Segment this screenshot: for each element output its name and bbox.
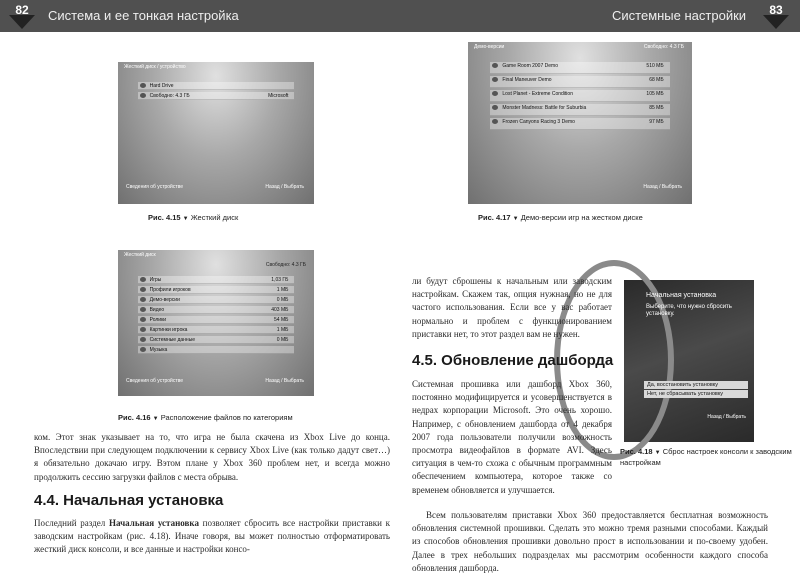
game-icon <box>492 77 498 82</box>
screen-footer-right: Назад / Выбрать <box>707 414 746 420</box>
list-item: Видео 403 МБ <box>138 306 295 314</box>
left-running-title: Система и ее тонкая настройка <box>48 8 239 23</box>
screen-title: Демо-версии <box>474 44 505 50</box>
list-item: Game Room 2007 Demo 510 МБ <box>490 62 669 74</box>
hard-drive-icon <box>140 93 146 98</box>
screen-footer-right: Назад / Выбрать <box>265 184 304 190</box>
arrow-down-icon: ▼ <box>654 450 661 456</box>
list-item: Картинки игрока 1 МБ <box>138 326 295 334</box>
list-item: Свободно: 4.3 ГБ Microsoft <box>138 92 295 100</box>
game-icon <box>492 91 498 96</box>
figure-caption: Рис. 4.18 ▼ Сброс настроек консоли к заводским настройкам <box>620 447 792 467</box>
screen-footer-right: Назад / Выбрать <box>643 184 682 190</box>
figure-4-15-screenshot <box>118 62 314 204</box>
game-icon <box>492 63 498 68</box>
figure-caption: Рис. 4.17 ▼ Демо-версии игр на жестком диске <box>478 213 643 222</box>
screen-title: Жесткий диск / устройство <box>124 64 186 70</box>
category-icon <box>140 307 146 312</box>
figure-caption: Рис. 4.16 ▼ Расположение файлов по категориям <box>118 413 293 422</box>
paragraph: Всем пользователям приставки Xbox 360 предоставляется бесплатная возможность обновления системной прошивки. Сделать это можно тремя разными способами. Каждый из способов обновления прошивки довольно прост в использовании и по-своему удобен. Далее в трех небольших подразделах мы рассмотрим особенности каждого способа обновления дашборда. <box>412 510 768 573</box>
hard-drive-icon <box>140 83 146 88</box>
arrow-down-icon: ▼ <box>512 216 519 222</box>
list-item: Hard Drive <box>138 82 295 90</box>
screen-subtitle: установку. <box>646 311 675 317</box>
list-item: Профили игроков 1 МБ <box>138 286 295 294</box>
arrow-down-icon: ▼ <box>152 416 159 422</box>
paragraph: Системная прошивка или дашборд Xbox 360, постоянно модифицируется и усовершенствуется в недрах корпорации Microsoft. Это очень хорошо. Например, с обновлением дашборда от 4 декабря 2007 года пользователи получили возможность просмотра видеофайлов в формате AVI. Здесь ситуация в чем-то схожа с обычным программным обеспечением компьютера, которое также со временем обновляется и улучшается. <box>412 379 612 495</box>
section-heading: 4.5. Обновление дашборда <box>412 352 614 369</box>
triangle-marker-icon <box>9 15 35 29</box>
paragraph: ли будут сброшены к начальным или заводским настройкам. Скажем так, опция нужная, но не для частого использования. Если все у вас работает нормально и проблем с функционированием приставки нет, то этот раздел вам не нужен. <box>412 276 612 339</box>
category-icon <box>140 277 146 282</box>
list-item: Final Maneuver Demo 68 МБ <box>490 76 669 88</box>
list-item: Frozen Canyons Racing 3 Demo 97 МБ <box>490 118 669 130</box>
right-running-title: Системные настройки <box>612 8 747 23</box>
list-item: Lost Planet - Extreme Condition 105 МБ <box>490 90 669 102</box>
list-item: Monster Madness: Battle for Suburbia 85 МБ <box>490 104 669 116</box>
right-page-number: 83 <box>760 3 792 29</box>
list-item: Музыка <box>138 346 295 354</box>
category-icon <box>140 287 146 292</box>
category-icon <box>140 337 146 342</box>
arrow-down-icon: ▼ <box>182 216 189 222</box>
option-reset: Да, восстановить установку <box>644 381 748 389</box>
screen-footer-right: Назад / Выбрать <box>265 378 304 384</box>
free-space-label: Свободно: 4.3 ГБ <box>265 262 306 268</box>
list-item: Ролики 54 МБ <box>138 316 295 324</box>
category-icon <box>140 347 146 352</box>
option-cancel: Нет, не сбрасывать установку <box>644 390 748 398</box>
paragraph: ком. Этот знак указывает на то, что игра не была скачена из Xbox Live до конца. Впоследствии при следующем подключении к сервису Xbox Live (как только дадут свет…) я обязательно докачаю игру. Вэтом плане у Xbox 360 проблем нет, и всегда можно продолжить сессию загрузки файлов с места обрыва. <box>34 432 390 482</box>
figure-4-18-screenshot <box>624 280 754 442</box>
category-icon <box>140 327 146 332</box>
section-heading: 4.4. Начальная установка <box>34 492 224 509</box>
paragraph: Последний раздел Начальная установка позволяет сбросить все настройки приставки к заводским настройкам (рис. 4.18). Иначе говоря, вы может полностью отформатировать жесткий диск консоли, и все данные и настройки консо- <box>34 518 391 555</box>
figure-caption: Рис. 4.15 ▼ Жесткий диск <box>148 213 239 222</box>
category-icon <box>140 317 146 322</box>
figure-4-16-screenshot <box>118 250 314 396</box>
screen-footer-left: Сведения об устройстве <box>126 184 184 190</box>
screen-title: Начальная установка <box>646 292 717 299</box>
game-icon <box>492 119 498 124</box>
left-page-header <box>0 0 400 32</box>
right-page-header <box>400 0 800 32</box>
list-item: Игры 1,03 ГБ <box>138 276 295 284</box>
figure-4-17-screenshot <box>468 42 692 204</box>
free-space-label: Свободно: 4.3 ГБ <box>643 44 684 50</box>
left-page-number: 82 <box>6 3 38 29</box>
screen-subtitle: Выберите, что нужно сбросить <box>646 304 732 310</box>
screen-title: Жесткий диск <box>124 252 156 258</box>
list-item: Демо-версии 0 МБ <box>138 296 295 304</box>
triangle-marker-icon <box>763 15 789 29</box>
screen-footer-left: Сведения об устройстве <box>126 378 184 384</box>
list-item: Системные данные 0 МБ <box>138 336 295 344</box>
game-icon <box>492 105 498 110</box>
category-icon <box>140 297 146 302</box>
